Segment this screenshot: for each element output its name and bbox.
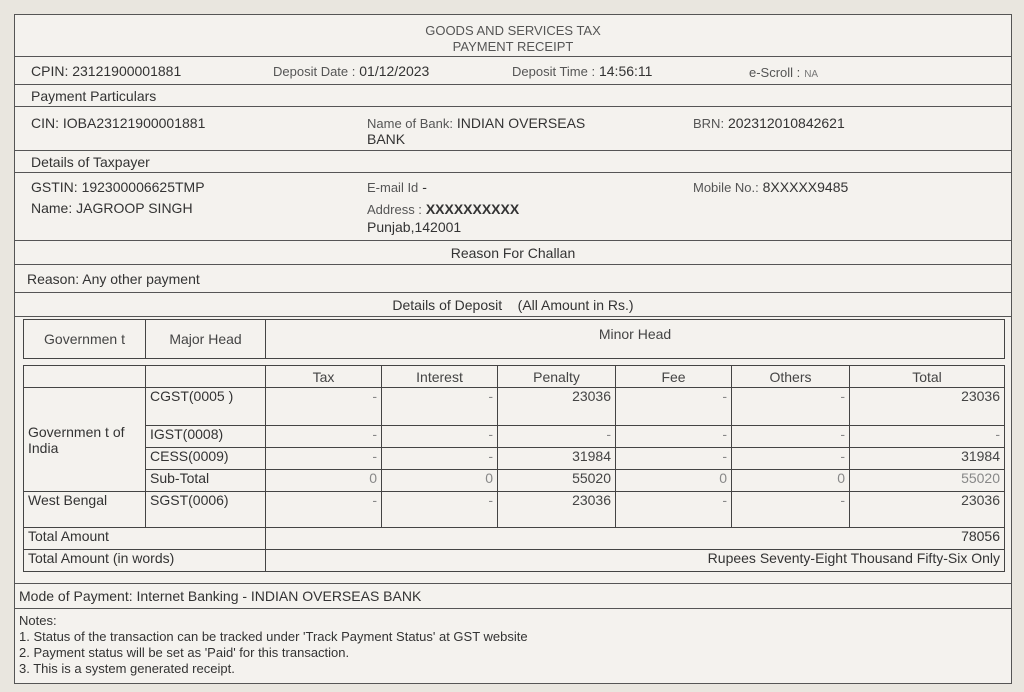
total-amount-label: Total Amount [24,528,266,550]
deposit-date-label: Deposit Date : [273,64,356,79]
cell-value: - [616,492,732,528]
major-head: SGST(0006) [146,492,266,528]
table-row [24,426,1005,448]
cin-label: CIN: [31,115,59,131]
bank-name-line1: INDIAN OVERSEAS [456,115,586,131]
total-amount-value: 78056 [266,528,1005,550]
mobile-label: Mobile No.: [693,180,759,195]
cell-value: - [850,426,1005,448]
cpin-value: 23121900001881 [72,63,182,79]
col-interest: Interest [382,366,498,388]
cell-value: 23036 [498,492,616,528]
table-row [24,448,1005,470]
cell-value: 55020 [498,470,616,492]
taxpayer-body [15,173,1011,241]
cell-value: - [382,388,498,426]
col-tax: Tax [266,366,382,388]
col-total: Total [850,366,1005,388]
email [367,179,427,195]
deposit-heading-note: (All Amount in Rs.) [517,297,634,313]
col-minor-head: Minor Head [266,320,1005,359]
cell-value: - [266,492,382,528]
major-head: CGST(0005 ) [146,388,266,426]
cell-value: 23036 [850,388,1005,426]
gov-india-label: Governmen t of India [24,388,146,492]
cell-value: - [266,388,382,426]
cell-value: - [382,426,498,448]
total-row [24,528,1005,550]
e-scroll-value: NA [804,69,819,80]
cell-value: - [616,448,732,470]
reason-heading-row [15,241,1011,265]
reason-heading: Reason For Challan [450,245,576,261]
payment-particulars-heading-row [15,85,1011,107]
brn-value: 202312010842621 [727,115,845,131]
address-line1: XXXXXXXXXX [425,201,520,217]
col-government: Governmen t [24,320,146,359]
cell-value: 31984 [498,448,616,470]
col-major-head: Major Head [146,320,266,359]
email-value: - [422,179,427,195]
cell-value: - [266,426,382,448]
cpin-label: CPIN: [31,63,69,79]
total-words-label: Total Amount (in words) [24,550,266,572]
deposit-heading-row [15,293,1011,317]
cell-value: - [266,448,382,470]
table-row [24,492,1005,528]
gstin-label: GSTIN: [31,179,78,195]
payment-receipt [14,14,1012,684]
cell-value: - [382,448,498,470]
note-item: 1. Status of the transaction can be tracked under 'Track Payment Status' at GST website [19,629,528,644]
mobile [693,179,848,195]
deposit-table [23,365,1005,572]
deposit-time [512,63,652,79]
deposit-heading-label: Details of Deposit [392,297,503,313]
mode-of-payment-value: Internet Banking - INDIAN OVERSEAS BANK [136,588,422,604]
cin-value: IOBA23121900001881 [62,115,206,131]
taxpayer-name [31,200,193,216]
bank-name [367,115,585,131]
note-item: 2. Payment status will be set as 'Paid' for this transaction. [19,645,350,660]
cell-value: 0 [266,470,382,492]
cell-value: 0 [382,470,498,492]
payment-particulars-body [15,107,1011,151]
brn-label: BRN: [693,116,725,131]
email-label: E-mail Id [367,180,419,195]
cell-value: - [382,492,498,528]
col-penalty: Penalty [498,366,616,388]
col-others: Others [732,366,850,388]
bank-name-line2: BANK [367,131,406,147]
reason-text: Reason: Any other payment [27,271,200,287]
address-label: Address : [367,202,422,217]
gstin [31,179,205,195]
notes-heading: Notes: [19,613,57,628]
mode-of-payment-row [15,583,1011,609]
cell-value: - [732,492,850,528]
e-scroll-label: e-Scroll : [749,65,801,80]
bank-name-label: Name of Bank: [367,116,453,131]
table-row [24,388,1005,426]
west-bengal-label: West Bengal [24,492,146,528]
e-scroll [749,64,818,80]
brn [693,115,845,131]
cpin-row [15,57,1011,85]
cell-value: - [732,426,850,448]
col-fee: Fee [616,366,732,388]
note-item: 3. This is a system generated receipt. [19,661,235,676]
gstin-value: 192300006625TMP [81,179,205,195]
receipt-title-line1: GOODS AND SERVICES TAX [425,23,601,38]
deposit-time-label: Deposit Time : [512,64,596,79]
deposit-date [273,63,429,79]
cell-value: - [498,426,616,448]
deposit-time-value: 14:56:11 [598,63,653,79]
deposit-heading [15,297,1011,313]
major-head: Sub-Total [146,470,266,492]
deposit-date-value: 01/12/2023 [359,63,430,79]
major-head: IGST(0008) [146,426,266,448]
cin [31,115,205,131]
taxpayer-heading-row [15,151,1011,173]
cpin [31,63,181,79]
address-line2: Punjab,142001 [367,219,462,235]
words-row [24,550,1005,572]
mode-of-payment-label: Mode of Payment: [19,588,133,604]
major-head: CESS(0009) [146,448,266,470]
cell-value: 23036 [850,492,1005,528]
total-words-value: Rupees Seventy-Eight Thousand Fifty-Six Only [266,550,1005,572]
cell-value: 23036 [498,388,616,426]
payment-particulars-heading: Payment Particulars [31,88,157,104]
cell-value: - [732,388,850,426]
address [367,201,519,217]
taxpayer-heading: Details of Taxpayer [31,154,150,170]
receipt-title-line2: PAYMENT RECEIPT [452,39,574,54]
cell-value: 0 [616,470,732,492]
table-row [24,470,1005,492]
cell-value: - [616,426,732,448]
mobile-value: 8XXXXX9485 [762,179,849,195]
receipt-header [15,15,1011,57]
taxpayer-name-label: Name: [31,200,73,216]
cell-value: 55020 [850,470,1005,492]
cell-value: - [616,388,732,426]
cell-value: - [732,448,850,470]
cell-value: 0 [732,470,850,492]
cell-value: 31984 [850,448,1005,470]
reason-row [15,265,1011,293]
taxpayer-name-value: JAGROOP SINGH [76,200,193,216]
head-table [23,319,1005,359]
mode-of-payment [19,588,421,604]
